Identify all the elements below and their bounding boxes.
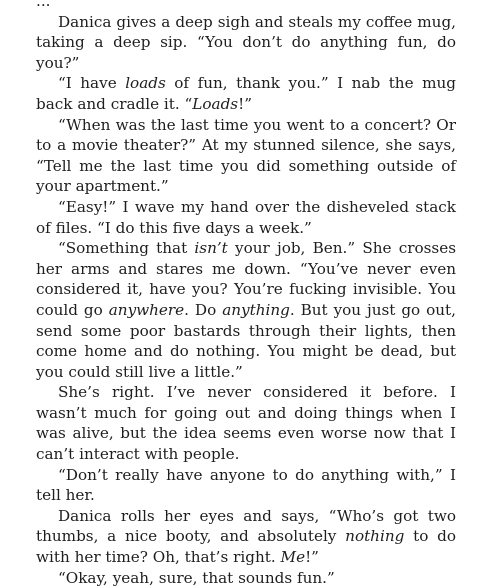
- text-run: “Easy!” I wave my hand over the disheveled stack of files. “I do this five days a week.”: [36, 197, 456, 237]
- text-run: . But you just go out, send some poor bastards through their lights, then come home and do nothing. You might be dead, but you could still live a little.”: [36, 300, 456, 381]
- italic-text: anywhere: [108, 300, 185, 319]
- italic-text: anything: [222, 300, 290, 319]
- text-run: Danica rolls her eyes and says, “Who’s got two thumbs, a nice booty, and absolutely: [36, 506, 456, 546]
- text-run: your job, Ben.” She crosses her arms and stares me down. “You’ve never even considered it, have you? You’re fucking invisible. You could go: [36, 239, 456, 319]
- text-run: “When was the last time you went to a concert? Or to a movie theater?” At my stunned silence, she says, “Tell me the last time you did something outside of your apartment.”: [36, 115, 456, 196]
- paragraph: [36, 12, 456, 74]
- italic-text: loads: [125, 74, 166, 93]
- paragraph: [36, 465, 456, 506]
- text-run: “Don’t really have anyone to do anything with,” I tell her.: [36, 465, 456, 505]
- text-run: of fun, thank you.” I nab the mug back and cradle it. “: [36, 74, 456, 113]
- page-text: [36, 12, 456, 588]
- paragraph: [36, 382, 456, 464]
- paragraph: [36, 73, 456, 114]
- text-run: Danica gives a deep sigh and steals my coffee mug, taking a deep sip. “You don’t do anything fun, do you?”: [36, 12, 456, 72]
- italic-text: Loads: [192, 94, 239, 113]
- text-run: “Okay, yeah, sure, that sounds fun.”: [58, 568, 335, 587]
- text-run: to do with her time? Oh, that’s right.: [36, 527, 456, 567]
- paragraph: [36, 506, 456, 568]
- italic-text: Me: [280, 548, 306, 567]
- book-page: [36, 0, 456, 588]
- italic-text: nothing: [345, 527, 405, 546]
- text-run: “I have: [58, 74, 126, 93]
- paragraph: [36, 568, 456, 588]
- italic-text: isn’t: [194, 239, 228, 258]
- text-run: !”: [238, 94, 252, 113]
- paragraph: [36, 115, 456, 197]
- text-run: She’s right. I’ve never considered it before. I wasn’t much for going out and doing things when I was alive, but the idea seems even worse now that I can’t interact with people.: [36, 383, 456, 464]
- paragraph: [36, 197, 456, 238]
- previous-line-fragment: ...: [36, 0, 51, 10]
- text-run: . Do: [184, 300, 223, 319]
- text-run: !”: [305, 548, 319, 567]
- paragraph: [36, 238, 456, 382]
- text-run: “Something that: [58, 239, 195, 258]
